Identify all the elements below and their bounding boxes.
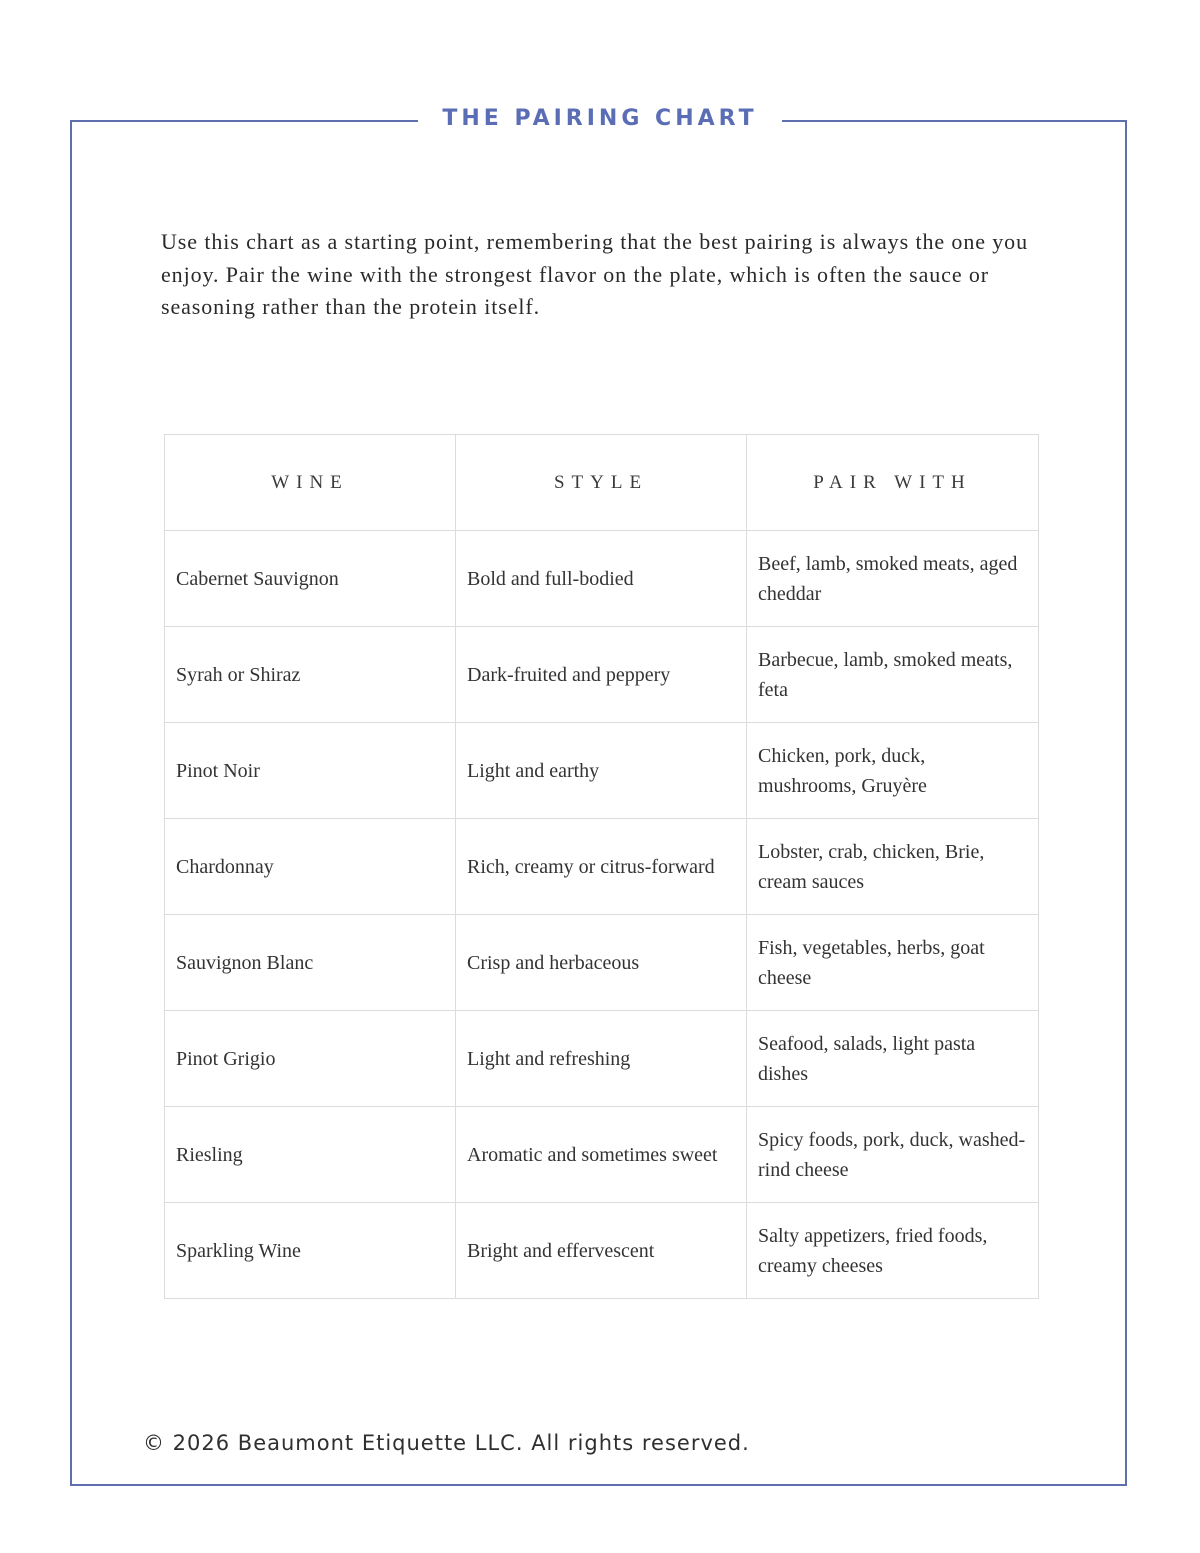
- style-cell: Light and earthy: [456, 723, 747, 819]
- intro-paragraph: Use this chart as a starting point, remembering that the best pairing is always the one you enjoy. Pair the wine with the strongest flavor on the plate, which is often the sauce or seasoning rather than the protein itself.: [161, 229, 1028, 319]
- wine-cell: Pinot Noir: [165, 723, 456, 819]
- table-row: [165, 627, 1039, 723]
- table-row: [165, 531, 1039, 627]
- style-cell: Aromatic and sometimes sweet: [456, 1107, 747, 1203]
- wine-cell: Chardonnay: [165, 819, 456, 915]
- pair-with-cell: Salty appetizers, fried foods, creamy cheeses: [747, 1203, 1039, 1299]
- pair-with-cell: Chicken, pork, duck, mushrooms, Gruyère: [747, 723, 1039, 819]
- style-cell: Bold and full-bodied: [456, 531, 747, 627]
- wine-cell: Sauvignon Blanc: [165, 915, 456, 1011]
- style-cell: Bright and effervescent: [456, 1203, 747, 1299]
- style-cell: Crisp and herbaceous: [456, 915, 747, 1011]
- header-pair-with: PAIR WITH: [747, 435, 1039, 531]
- table-row: [165, 915, 1039, 1011]
- header-wine: WINE: [165, 435, 456, 531]
- style-cell: Light and refreshing: [456, 1011, 747, 1107]
- pairing-table: [164, 434, 1039, 1299]
- style-cell: Rich, creamy or citrus-forward: [456, 819, 747, 915]
- pair-with-cell: Seafood, salads, light pasta dishes: [747, 1011, 1039, 1107]
- table-row: [165, 819, 1039, 915]
- copyright-footer: © 2026 Beaumont Etiquette LLC. All rights reserved.: [143, 1431, 750, 1455]
- pair-with-cell: Barbecue, lamb, smoked meats, feta: [747, 627, 1039, 723]
- wine-cell: Syrah or Shiraz: [165, 627, 456, 723]
- table-row: [165, 1011, 1039, 1107]
- pair-with-cell: Spicy foods, pork, duck, washed-rind cheese: [747, 1107, 1039, 1203]
- wine-cell: Riesling: [165, 1107, 456, 1203]
- table-row: [165, 1203, 1039, 1299]
- header-style: STYLE: [456, 435, 747, 531]
- wine-cell: Sparkling Wine: [165, 1203, 456, 1299]
- pair-with-cell: Beef, lamb, smoked meats, aged cheddar: [747, 531, 1039, 627]
- table-row: [165, 723, 1039, 819]
- style-cell: Dark-fruited and peppery: [456, 627, 747, 723]
- pair-with-cell: Fish, vegetables, herbs, goat cheese: [747, 915, 1039, 1011]
- wine-cell: Pinot Grigio: [165, 1011, 456, 1107]
- wine-cell: Cabernet Sauvignon: [165, 531, 456, 627]
- page-title: THE PAIRING CHART: [418, 103, 781, 135]
- table-header-row: [165, 435, 1039, 531]
- pair-with-cell: Lobster, crab, chicken, Brie, cream sauces: [747, 819, 1039, 915]
- table-row: [165, 1107, 1039, 1203]
- title-wrap: [0, 103, 1200, 135]
